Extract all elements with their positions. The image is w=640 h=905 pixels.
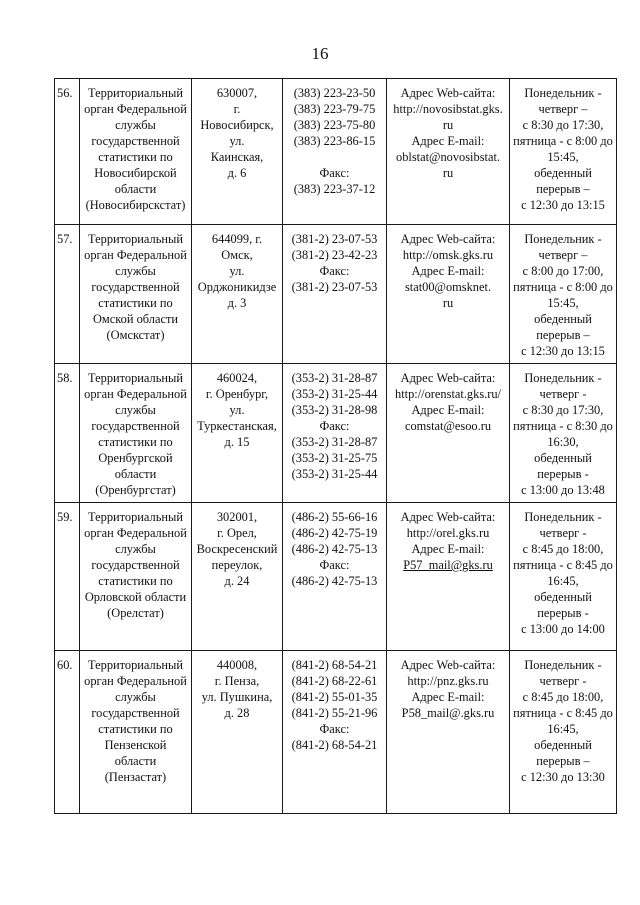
phone-number: (841-2) 68-22-61 [291,674,378,688]
web-label: Адрес Web-сайта: [400,86,496,100]
hours-line: обеденный [534,166,592,180]
email-link[interactable]: comstat@esoo.ru [404,419,492,433]
address-line: г. [233,102,241,116]
org-line: Омской области [92,312,179,326]
email-label: Адрес E-mail: [411,264,485,278]
hours-line: четверг – [538,248,588,262]
hours-line: перерыв - [537,606,589,620]
fax-label: Факс: [319,166,350,180]
org-line: государственной [91,134,180,148]
org-line: статистики по [98,722,173,736]
org-line: Орловской области [84,590,187,604]
web-label: Адрес Web-сайта: [400,658,496,672]
hours-line: с 13:00 до 14:00 [521,622,605,636]
hours-line: 16:30, [547,435,579,449]
phones-cell [283,503,387,651]
hours-line: 15:45, [547,150,579,164]
hours-cell [510,364,617,503]
address-line: Омск, [221,248,253,262]
hours-line: Понедельник - [524,371,602,385]
phones-cell [283,79,387,225]
address-line: 440008, [216,658,258,672]
email-link[interactable]: P57_mail@gks.ru [403,558,493,572]
fax-label: Факс: [319,264,350,278]
phone-number: (383) 223-75-80 [293,118,376,132]
hours-line: перерыв – [536,754,590,768]
org-line: (Омскстат) [106,328,165,342]
hours-line: с 12:30 до 13:15 [521,198,605,212]
row-number: 58. [55,364,80,503]
table-row [55,225,617,364]
table-row [55,503,617,651]
org-line: Территориальный [88,86,183,100]
organization-cell [80,364,192,503]
fax-number: (353-2) 31-28-87 [291,435,378,449]
web-cell [387,651,510,814]
org-line: государственной [91,706,180,720]
email-link[interactable]: stat00@omsknet. [404,280,492,294]
org-line: службы [115,403,156,417]
row-number: 60. [55,651,80,814]
email-label: Адрес E-mail: [411,690,485,704]
organization-cell [80,225,192,364]
email-link[interactable]: ru [442,296,454,310]
fax-number: (353-2) 31-25-44 [291,467,378,481]
address-line: д. 24 [224,574,250,588]
web-link[interactable]: http://pnz.gks.ru [407,674,489,688]
phone-number: (841-2) 55-01-35 [291,690,378,704]
email-label: Адрес E-mail: [411,403,485,417]
address-line: Орджоникидзе [197,280,277,294]
phones-cell [283,225,387,364]
phone-number: (381-2) 23-07-53 [291,232,378,246]
table-row [55,364,617,503]
web-label: Адрес Web-сайта: [400,371,496,385]
contacts-table [54,78,617,814]
address-cell [192,364,283,503]
org-line: орган Федеральной [84,526,187,540]
web-link[interactable]: http://orenstat.gks.ru/ [395,387,501,401]
hours-line: с 8:00 до 17:00, [522,264,604,278]
web-label: Адрес Web-сайта: [400,232,496,246]
org-line: государственной [91,558,180,572]
hours-line: с 12:30 до 13:30 [521,770,605,784]
org-line: Новосибирской [94,166,177,180]
fax-number: (841-2) 68-54-21 [291,738,378,752]
org-line: (Орелстат) [107,606,164,620]
org-line: Территориальный [88,371,183,385]
fax-number: (383) 223-37-12 [293,182,376,196]
phone-number: (841-2) 55-21-96 [291,706,378,720]
address-line: д. 3 [227,296,247,310]
web-link[interactable]: http://novosibstat.gks. [393,102,503,116]
hours-line: пятница - с 8:30 до [513,419,613,433]
hours-line: Понедельник - [524,510,602,524]
web-cell [387,364,510,503]
phone-number: (383) 223-23-50 [293,86,376,100]
email-label: Адрес E-mail: [411,542,485,556]
fax-label: Факс: [319,558,350,572]
org-line: орган Федеральной [84,248,187,262]
phone-number: (381-2) 23-42-23 [291,248,378,262]
web-link[interactable]: http://orel.gks.ru [406,526,490,540]
hours-line: перерыв - [537,467,589,481]
web-cell [387,79,510,225]
fax-number: (353-2) 31-25-75 [291,451,378,465]
org-line: области [114,467,157,481]
hours-line: Понедельник - [524,658,602,672]
row-number: 57. [55,225,80,364]
phones-cell [283,364,387,503]
hours-line: Понедельник - [524,232,602,246]
web-cell [387,225,510,364]
address-line: переулок, [211,558,263,572]
org-line: статистики по [98,296,173,310]
org-line: статистики по [98,150,173,164]
hours-cell [510,503,617,651]
hours-line: обеденный [534,312,592,326]
hours-line: 15:45, [547,296,579,310]
address-line: д. 6 [227,166,247,180]
address-line: ул. [229,264,245,278]
email-link[interactable]: ru [442,166,454,180]
hours-line: четверг - [539,387,587,401]
address-line: Воскресенский [196,542,278,556]
email-link[interactable]: P58_mail@.gks.ru [401,706,495,720]
hours-line: перерыв – [536,182,590,196]
hours-line: с 13:00 до 13:48 [521,483,605,497]
organization-cell [80,79,192,225]
address-line: 630007, [216,86,258,100]
fax-number: (381-2) 23-07-53 [291,280,378,294]
hours-line: обеденный [534,590,592,604]
org-line: (Новосибирскстат) [85,198,186,212]
hours-line: четверг - [539,674,587,688]
fax-label: Факс: [319,722,350,736]
org-line: (Пензастат) [104,770,167,784]
org-line: государственной [91,280,180,294]
phone-number: (383) 223-79-75 [293,102,376,116]
address-line: г. Оренбург, [205,387,269,401]
hours-cell [510,651,617,814]
address-cell [192,651,283,814]
table-row [55,79,617,225]
hours-line: с 8:30 до 17:30, [522,118,604,132]
hours-cell [510,225,617,364]
email-link[interactable]: oblstat@novosibstat. [396,150,500,164]
address-line: ул. [229,403,245,417]
fax-number: (486-2) 42-75-13 [291,574,378,588]
phone-number: (353-2) 31-28-87 [291,371,378,385]
org-line: статистики по [98,574,173,588]
hours-line: четверг – [538,102,588,116]
spacer [285,149,384,165]
org-line: службы [115,118,156,132]
org-line: государственной [91,419,180,433]
org-line: Оренбургской [98,451,173,465]
address-line: д. 28 [224,706,250,720]
address-line: Каинская, [210,150,264,164]
hours-line: с 8:30 до 17:30, [522,403,604,417]
hours-line: 16:45, [547,574,579,588]
row-number: 59. [55,503,80,651]
hours-line: пятница - с 8:00 до [513,134,613,148]
address-cell [192,503,283,651]
page-number: 16 [311,44,329,63]
phone-number: (486-2) 42-75-19 [291,526,378,540]
hours-line: с 8:45 до 18:00, [522,690,604,704]
org-line: статистики по [98,435,173,449]
hours-line: пятница - с 8:45 до [513,706,613,720]
web-link[interactable]: ru [442,118,454,132]
hours-line: с 12:30 до 13:15 [521,344,605,358]
web-cell [387,503,510,651]
org-line: Территориальный [88,232,183,246]
hours-line: с 8:45 до 18:00, [522,542,604,556]
table-row [55,651,617,814]
hours-line: перерыв – [536,328,590,342]
org-line: службы [115,264,156,278]
address-line: Туркестанская, [197,419,277,433]
address-line: г. Орел, [217,526,257,540]
hours-line: Понедельник - [524,86,602,100]
hours-cell [510,79,617,225]
address-line: г. Пенза, [214,674,260,688]
address-line: 302001, [216,510,258,524]
row-number: 56. [55,79,80,225]
org-line: области [114,754,157,768]
org-line: орган Федеральной [84,674,187,688]
phone-number: (353-2) 31-25-44 [291,387,378,401]
web-label: Адрес Web-сайта: [400,510,496,524]
address-cell [192,225,283,364]
organization-cell [80,651,192,814]
hours-line: 16:45, [547,722,579,736]
address-line: 644099, г. [211,232,263,246]
address-line: ул. Пушкина, [201,690,273,704]
fax-label: Факс: [319,419,350,433]
org-line: (Оренбургстат) [95,483,176,497]
address-cell [192,79,283,225]
address-line: Новосибирск, [200,118,274,132]
hours-line: обеденный [534,451,592,465]
phone-number: (383) 223-86-15 [293,134,376,148]
org-line: Территориальный [88,510,183,524]
hours-line: четверг - [539,526,587,540]
phone-number: (353-2) 31-28-98 [291,403,378,417]
org-line: Территориальный [88,658,183,672]
address-line: 460024, [216,371,258,385]
phone-number: (841-2) 68-54-21 [291,658,378,672]
hours-line: пятница - с 8:45 до [513,558,613,572]
web-link[interactable]: http://omsk.gks.ru [402,248,494,262]
phone-number: (486-2) 42-75-13 [291,542,378,556]
address-line: ул. [229,134,245,148]
org-line: области [114,182,157,196]
hours-line: обеденный [534,738,592,752]
org-line: службы [115,690,156,704]
email-label: Адрес E-mail: [411,134,485,148]
organization-cell [80,503,192,651]
phone-number: (486-2) 55-66-16 [291,510,378,524]
phones-cell [283,651,387,814]
hours-line: пятница - с 8:00 до [513,280,613,294]
address-line: д. 15 [224,435,250,449]
org-line: службы [115,542,156,556]
org-line: Пензенской [104,738,167,752]
org-line: орган Федеральной [84,102,187,116]
org-line: орган Федеральной [84,387,187,401]
